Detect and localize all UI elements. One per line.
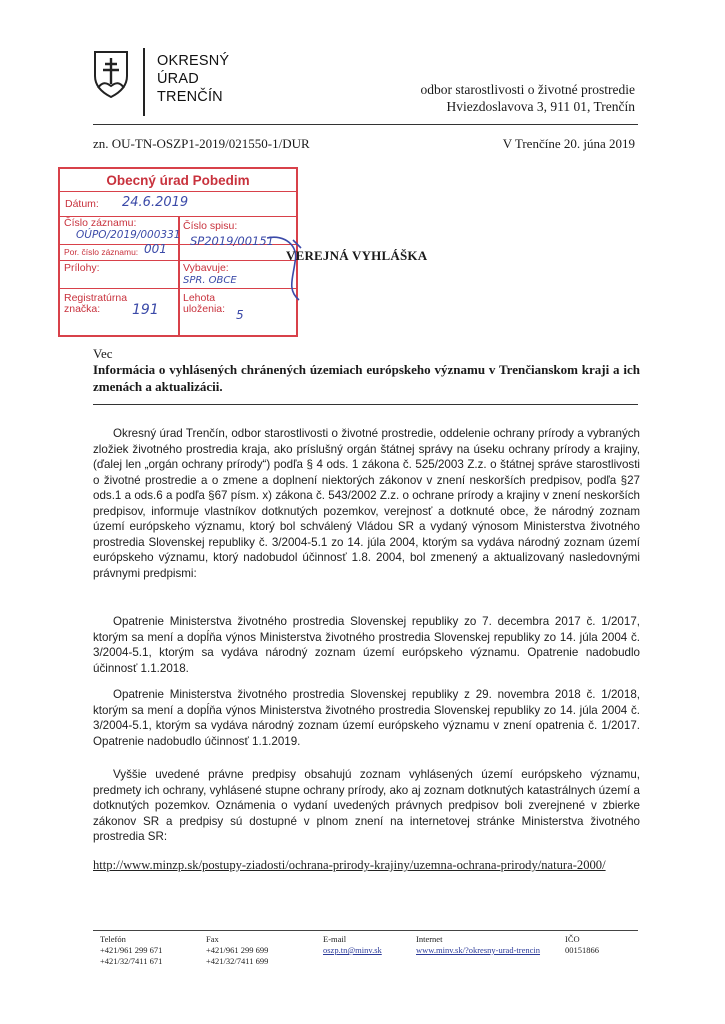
- paragraph-text: Opatrenie Ministerstva životného prostredia Slovenskej republiky zo 7. decembra 2017 č. 1/2017, ktorým sa mení a dopĺňa výnos Ministerstva životného prostredia Slovenskej republiky zo 14. júla 2004 č. 3/2004-5.1, ktorým sa vydáva národný zoznam území európskeho významu. Opatrenie nadobudlo účinnosť 1.1.2018.: [93, 615, 640, 675]
- stamp-date-label: Dátum:: [65, 198, 99, 210]
- footer-ico-value: 00151866: [565, 945, 599, 955]
- subject-rule: [93, 404, 638, 405]
- stamp-retention-label: Lehota uloženia:: [183, 292, 226, 315]
- stamp-order-label: Por. číslo záznamu:: [64, 247, 139, 257]
- office-name-line: ÚRAD: [157, 71, 199, 87]
- document-date: V Trenčíne 20. júna 2019: [502, 136, 635, 151]
- stamp-row-registry: [60, 288, 296, 331]
- stamp-row-attachments: [60, 260, 296, 289]
- stamp-record-number-value: OÚPO/2019/000331: [76, 229, 181, 241]
- subject-label: Vec: [93, 346, 113, 361]
- footer-email-label: E-mail: [323, 934, 347, 944]
- reference-number: zn. OU-TN-OSZP1-2019/021550-1/DUR: [93, 136, 310, 151]
- footer-phone-label: Telefón: [100, 934, 126, 944]
- footer-fax: [206, 934, 268, 967]
- footer-rule: [93, 930, 638, 931]
- paragraph-text: Okresný úrad Trenčín, odbor starostlivosti o životné prostredie, oddelenie ochrany prírody a vybraných zložiek životného prostredia kraja, ako príslušný orgán štátnej správy na úseku ochrany prírody a krajiny, (ďalej len „orgán ochrany prírody“) podľa § 4 ods. 1 zákona č. 525/2003 Z.z. o štátnej správe starostlivosti o životné prostredie a o zmene a doplnení niektorých zákonov v znení neskorších predpisov, podľa §27 ods.1 a ods.6 a podľa §67 písm. x) zákona č. 543/2002 Z.z. o ochrane prírody a krajiny v znení neskorších predpisov, informuje vlastníkov dotknutých pozemkov, verejnosť a dotknuté obce, že národný zoznam území európskeho významu, ktorý bol schválený Vládou SR a vydaný výnosom Ministerstva životného prostredia Slovenskej republiky č. 3/2004-5.1 zo 14. júla 2004, ktorým sa vydáva národný zoznam území európskeho významu, ktorý nadobudol účinnosť 1.8. 2004, bol zmenený a aktualizovaný nasledovnými právnymi predpismi:: [93, 427, 640, 580]
- ministry-link[interactable]: http://www.minzp.sk/postupy-ziadosti/ochrana-prirody-krajiny/uzemna-ochrana-prirody/natura-2000/: [93, 858, 606, 872]
- stamp-file-number-value: SP2019/00151: [190, 234, 274, 248]
- department-address: [421, 81, 635, 115]
- paragraph-text: Opatrenie Ministerstva životného prostredia Slovenskej republiky z 29. novembra 2018 č. 1/2018, ktorým sa mení a dopĺňa výnos Ministerstva životného prostredia Slovenskej republiky zo 14. júla 2004 č. 3/2004-5.1, ktorým sa vydáva národný zoznam území európskeho významu v znení opatrenia č. 1/2017. Opatrenie nadobudlo účinnosť 1.1.2019.: [93, 688, 640, 748]
- footer-internet-link[interactable]: www.minv.sk/?okresny-urad-trencin: [416, 945, 541, 955]
- body-paragraph: [93, 687, 640, 749]
- stamp-file-number-label: Číslo spisu:: [183, 220, 238, 232]
- office-address: Hviezdoslavova 3, 911 01, Trenčín: [446, 99, 635, 114]
- body-paragraph: [93, 614, 640, 676]
- stamp-registry-value: 191: [132, 302, 159, 318]
- stamp-title: Obecný úrad Pobedim: [60, 171, 296, 192]
- footer-fax-label: Fax: [206, 934, 219, 944]
- footer-phone-value: +421/32/7411 671: [100, 956, 163, 966]
- slovak-coat-of-arms-icon: [93, 50, 129, 98]
- stamp-order-value: 001: [144, 242, 167, 256]
- stamp-date-value: 24.6.2019: [122, 195, 189, 210]
- body-paragraph: [93, 767, 640, 845]
- footer-phone: [100, 934, 162, 967]
- footer-ico: [565, 934, 599, 956]
- footer-ico-label: IČO: [565, 934, 580, 944]
- footer-email-link[interactable]: oszp.tn@minv.sk: [323, 945, 382, 955]
- footer-fax-value: +421/961 299 699: [206, 945, 269, 955]
- footer-internet: [416, 934, 540, 956]
- office-name-line: TRENČÍN: [157, 89, 223, 105]
- header-divider: [143, 48, 145, 116]
- stamp-registry-label: Registratúrna značka:: [64, 292, 128, 315]
- body-paragraph: [93, 426, 640, 581]
- footer-internet-label: Internet: [416, 934, 443, 944]
- office-name: [157, 52, 229, 106]
- footer-phone-value: +421/961 299 671: [100, 945, 163, 955]
- stamp-record-number-label: Číslo záznamu:: [64, 217, 137, 229]
- stamp-handler-value: SPR. OBCE: [183, 275, 237, 286]
- office-name-line: OKRESNÝ: [157, 53, 230, 69]
- subject-text: Informácia o vyhlásených chránených územiach európskeho významu v Trenčianskom kraji a ich zmenách a aktualizácii.: [93, 362, 640, 394]
- stamp-row-date: [60, 192, 296, 217]
- header-rule: [93, 124, 638, 125]
- department-name: odbor starostlivosti o životné prostredie: [420, 82, 635, 97]
- stamp-handler-label: Vybavuje:: [183, 262, 229, 274]
- footer-email: [323, 934, 382, 956]
- paragraph-text: Vyššie uvedené právne predpisy obsahujú zoznam vyhlásených území európskeho významu, predmety ich ochrany, vyhlásené stupne ochrany prírody, ako aj zoznam dotknutých katastrálnych území a dotknutých pozemkov. Oznámenia o vydaní uvedených právnych predpisov boli zverejnené v zbierke zákonov SR a predpisy sú dostupné v plnom znení na internetovej stránke Ministerstva životného prostredia SR:: [93, 768, 640, 843]
- footer-fax-value: +421/32/7411 699: [206, 956, 269, 966]
- handwritten-arrow-mark: [265, 232, 325, 304]
- stamp-attachments-label: Prílohy:: [64, 262, 100, 274]
- notice-title: VEREJNÁ VYHLÁŠKA: [286, 248, 428, 263]
- stamp-retention-value: 5: [236, 308, 244, 322]
- registry-stamp: [58, 167, 298, 337]
